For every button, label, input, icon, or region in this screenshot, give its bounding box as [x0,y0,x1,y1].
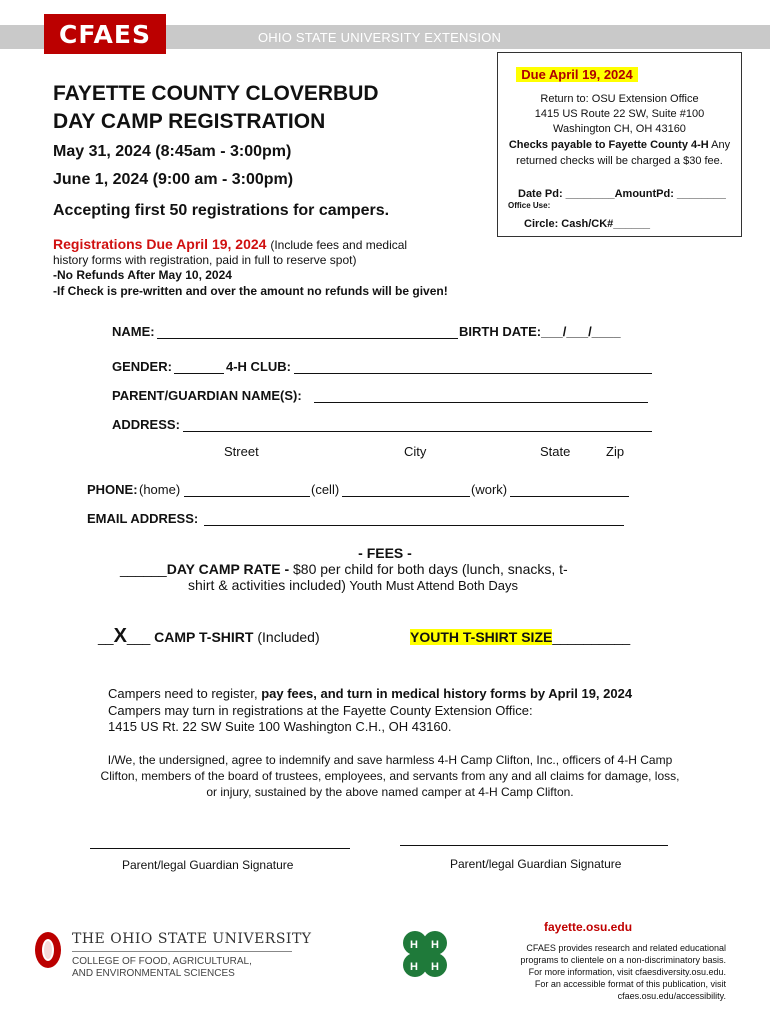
signature-label-2: Parent/legal Guardian Signature [450,857,622,871]
signature-line-2[interactable] [400,845,668,846]
phone-work-label: (work) [471,482,508,497]
signature-label-1: Parent/legal Guardian Signature [122,858,294,872]
cfaes-logo [44,14,166,54]
osu-name: THE OHIO STATE UNIVERSITY [72,931,312,947]
campers-instructions [108,686,632,701]
due-note: (Include fees and medical [270,238,408,252]
cfaes-line-4: For an accessible format of this publication, visit [534,979,726,989]
svg-text:H: H [410,939,418,951]
campers-deadline: pay fees, and turn in medical history forms by April 19, 2024 [261,686,633,701]
day-camp-rate [120,561,568,577]
cfaes-logo-text: CFAES [59,20,151,49]
youth-shirt-size-label: YOUTH T-SHIRT SIZE [410,629,553,645]
camp-shirt-row [98,625,320,648]
phone-home-label: (home) [139,482,181,497]
email-field[interactable] [204,525,624,526]
svg-text:H: H [431,939,439,951]
phone-home-field[interactable] [184,496,310,497]
rate-blank[interactable]: ______ [120,561,167,577]
phone-cell-label: (cell) [311,482,340,497]
rate-text2: shirt & activities included) [188,577,346,593]
checks-payable: Checks payable to Fayette County 4-H [508,139,709,151]
page-title-line2: DAY CAMP REGISTRATION [53,110,326,133]
campers-turn-in: Campers may turn in registrations at the Fayette County Extension Office: [108,703,533,718]
cfaes-line-5: cfaes.osu.edu/accessibility. [617,991,726,1001]
header-bar-text: OHIO STATE UNIVERSITY EXTENSION [258,30,502,45]
fees-heading: - FEES - [358,545,412,561]
shirt-checkmark[interactable]: X [113,625,127,647]
cfaes-disclaimer [498,942,726,1002]
youth-shirt-size-field[interactable]: __________ [552,629,631,645]
campers-text: Campers need to register, [108,686,262,701]
office-checks [498,139,741,151]
city-label: City [404,444,427,459]
indemnify-statement: I/We, the undersigned, agree to indemnify and save harmless 4-H Camp Clifton, Inc., officers of 4-H Camp Clifton, members of the board of trustees, employees, and servants from any and all claims for damage, loss, or injury, sustained by the above named camper at 4-H Camp Clifton. [100,753,680,799]
page-title-line1: FAYETTE COUNTY CLOVERBUD [53,82,379,105]
gender-label: GENDER: [112,359,172,374]
website-link[interactable]: fayette.osu.edu [544,920,633,934]
shirt-included: (Included) [253,629,320,645]
cfaes-line-3: For more information, visit cfaesdiversity.osu.edu. [528,967,726,977]
camp-date-1: May 31, 2024 (8:45am - 3:00pm) [53,143,292,160]
checks-any: Any [708,139,731,151]
camp-date-2: June 1, 2024 (9:00 am - 3:00pm) [53,171,294,188]
cfaes-line-2: programs to clientele on a non-discriminatory basis. [520,955,726,965]
name-field[interactable] [157,338,458,339]
office-use-box [497,52,742,237]
club-field[interactable] [294,373,652,374]
check-note: -If Check is pre-written and over the amount no refunds will be given! [53,284,448,298]
email-label: EMAIL ADDRESS: [87,511,199,526]
osu-block-o-icon [33,930,63,970]
youth-shirt-row [410,629,630,645]
cfaes-line-1: CFAES provides research and related educational [526,943,726,953]
registrations-due: Registrations Due April 19, 2024 [53,236,267,252]
college-line-1: COLLEGE OF FOOD, AGRICULTURAL, [72,956,252,967]
shirt-blank-post: ___ [126,629,151,645]
rate-text: $80 per child for both days (lunch, snacks, t- [289,561,568,577]
state-label: State [540,444,571,459]
shirt-blank-pre: __ [98,629,114,645]
no-refund-note: -No Refunds After May 10, 2024 [53,268,232,282]
address-field[interactable] [183,431,652,432]
office-address: 1415 US Route 22 SW, Suite #100 [534,108,705,120]
accepting-note: Accepting first 50 registrations for campers. [53,202,390,219]
attend-note: Youth Must Attend Both Days [345,578,518,593]
camp-shirt-label: CAMP T-SHIRT [150,629,254,645]
phone-work-field[interactable] [510,496,629,497]
college-line-2: AND ENVIRONMENTAL SCIENCES [72,968,235,979]
gender-field[interactable] [174,373,224,374]
office-use-label: Office Use: [508,201,551,210]
office-due-date: Due April 19, 2024 [516,67,638,82]
campers-address: 1415 US Rt. 22 SW Suite 100 Washington C.H., OH 43160. [108,719,452,734]
4h-clover-icon [398,928,452,982]
name-label: NAME: [112,324,155,339]
office-returned-checks: returned checks will be charged a $30 fee. [516,155,723,167]
club-label: 4-H CLUB: [226,359,291,374]
birth-date-label[interactable]: BIRTH DATE:___/___/____ [459,324,621,339]
due-line [53,236,407,252]
rate-label: DAY CAMP RATE - [166,561,290,577]
street-label: Street [224,444,259,459]
phone-label: PHONE: [87,482,138,497]
office-return-to: Return to: OSU Extension Office [540,93,699,105]
parent-field[interactable] [314,402,648,403]
svg-text:H: H [410,961,418,973]
history-note: history forms with registration, paid in full to reserve spot) [53,253,357,267]
day-camp-rate-line2 [188,577,518,593]
office-circle: Circle: Cash/CK#______ [524,218,650,230]
parent-label: PARENT/GUARDIAN NAME(S): [112,388,302,403]
signature-line-1[interactable] [90,848,350,849]
osu-divider [72,951,292,952]
office-date-paid: Date Pd: ________AmountPd: ________ [518,188,726,200]
zip-label: Zip [606,444,625,459]
svg-text:H: H [431,961,439,973]
phone-cell-field[interactable] [342,496,470,497]
office-city: Washington CH, OH 43160 [553,123,686,135]
address-label: ADDRESS: [112,417,180,432]
